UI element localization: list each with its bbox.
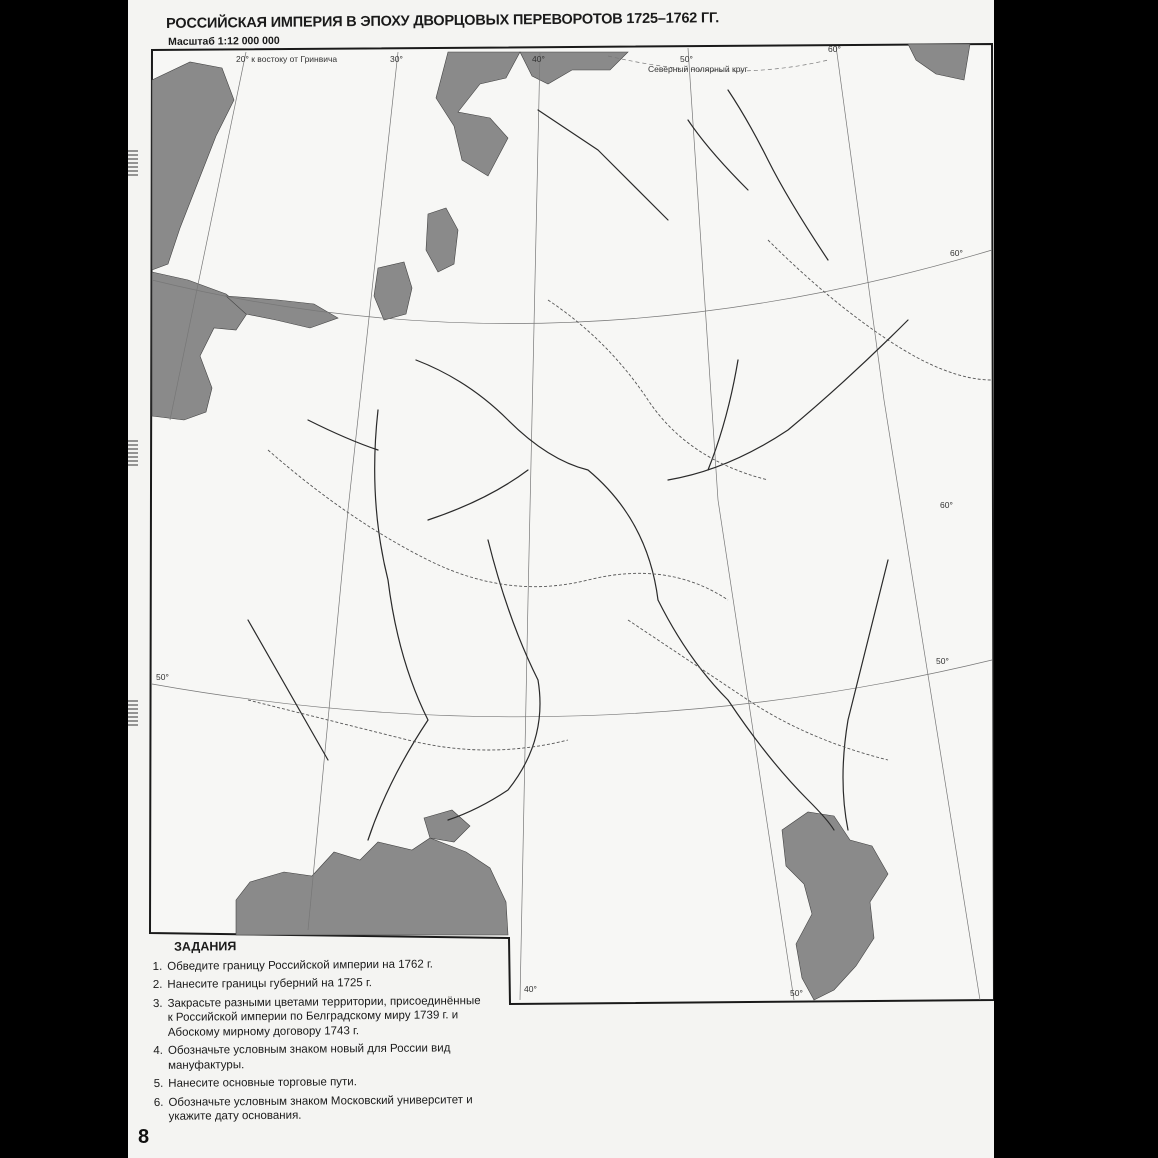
page-number: 8 xyxy=(138,1126,150,1148)
task-number: 4. xyxy=(153,1044,164,1057)
task-text: Обозначьте условным знаком Московский университет и укажите дату основания. xyxy=(168,1093,473,1123)
task-item xyxy=(148,957,488,974)
label-40: 40° xyxy=(532,54,545,64)
task-item xyxy=(149,1093,489,1125)
label-60-right-upper: 60° xyxy=(950,248,963,258)
label-50-left: 50° xyxy=(156,672,169,682)
task-text: Нанесите основные торговые пути. xyxy=(168,1076,357,1090)
task-text: Обозначьте условным знаком новый для России вид мануфактуры. xyxy=(167,1042,451,1072)
label-50-right: 50° xyxy=(936,656,949,666)
label-30: 30° xyxy=(390,54,403,64)
task-item xyxy=(148,994,488,1040)
task-item xyxy=(148,975,488,992)
workbook-page xyxy=(128,0,994,1158)
tasks-section xyxy=(148,937,490,1128)
task-text: Обведите границу Российской империи на 1762 г. xyxy=(167,958,434,973)
arctic-circle-label: Северный полярный круг xyxy=(648,64,748,74)
label-50-top: 50° xyxy=(680,54,693,64)
task-number: 2. xyxy=(152,978,163,991)
task-number: 3. xyxy=(152,997,163,1010)
tasks-title: ЗАДАНИЯ xyxy=(173,939,237,954)
task-item xyxy=(149,1041,489,1073)
task-item xyxy=(149,1074,489,1091)
task-number: 6. xyxy=(153,1096,164,1109)
label-60-top: 60° xyxy=(828,44,841,54)
label-40-bottom: 40° xyxy=(524,984,537,994)
task-text: Нанесите границы губерний на 1725 г. xyxy=(167,977,373,991)
task-text: Закрасьте разными цветами территории, присоединённые к Российской империи по Белградскому миру 1739 г. и Абоскому мирному договору 1743 г. xyxy=(167,994,481,1039)
page-title: РОССИЙСКАЯ ИМПЕРИЯ В ЭПОХУ ДВОРЦОВЫХ ПЕРЕВОРОТОВ 1725–1762 ГГ. xyxy=(166,10,720,32)
label-50-bottom: 50° xyxy=(790,988,803,998)
meridian-note: 20° к востоку от Гринвича xyxy=(236,54,338,64)
label-60-right-lower: 60° xyxy=(940,500,953,510)
map-scale: Масштаб 1:12 000 000 xyxy=(168,34,280,48)
task-number: 5. xyxy=(153,1077,164,1090)
task-number: 1. xyxy=(152,960,163,973)
